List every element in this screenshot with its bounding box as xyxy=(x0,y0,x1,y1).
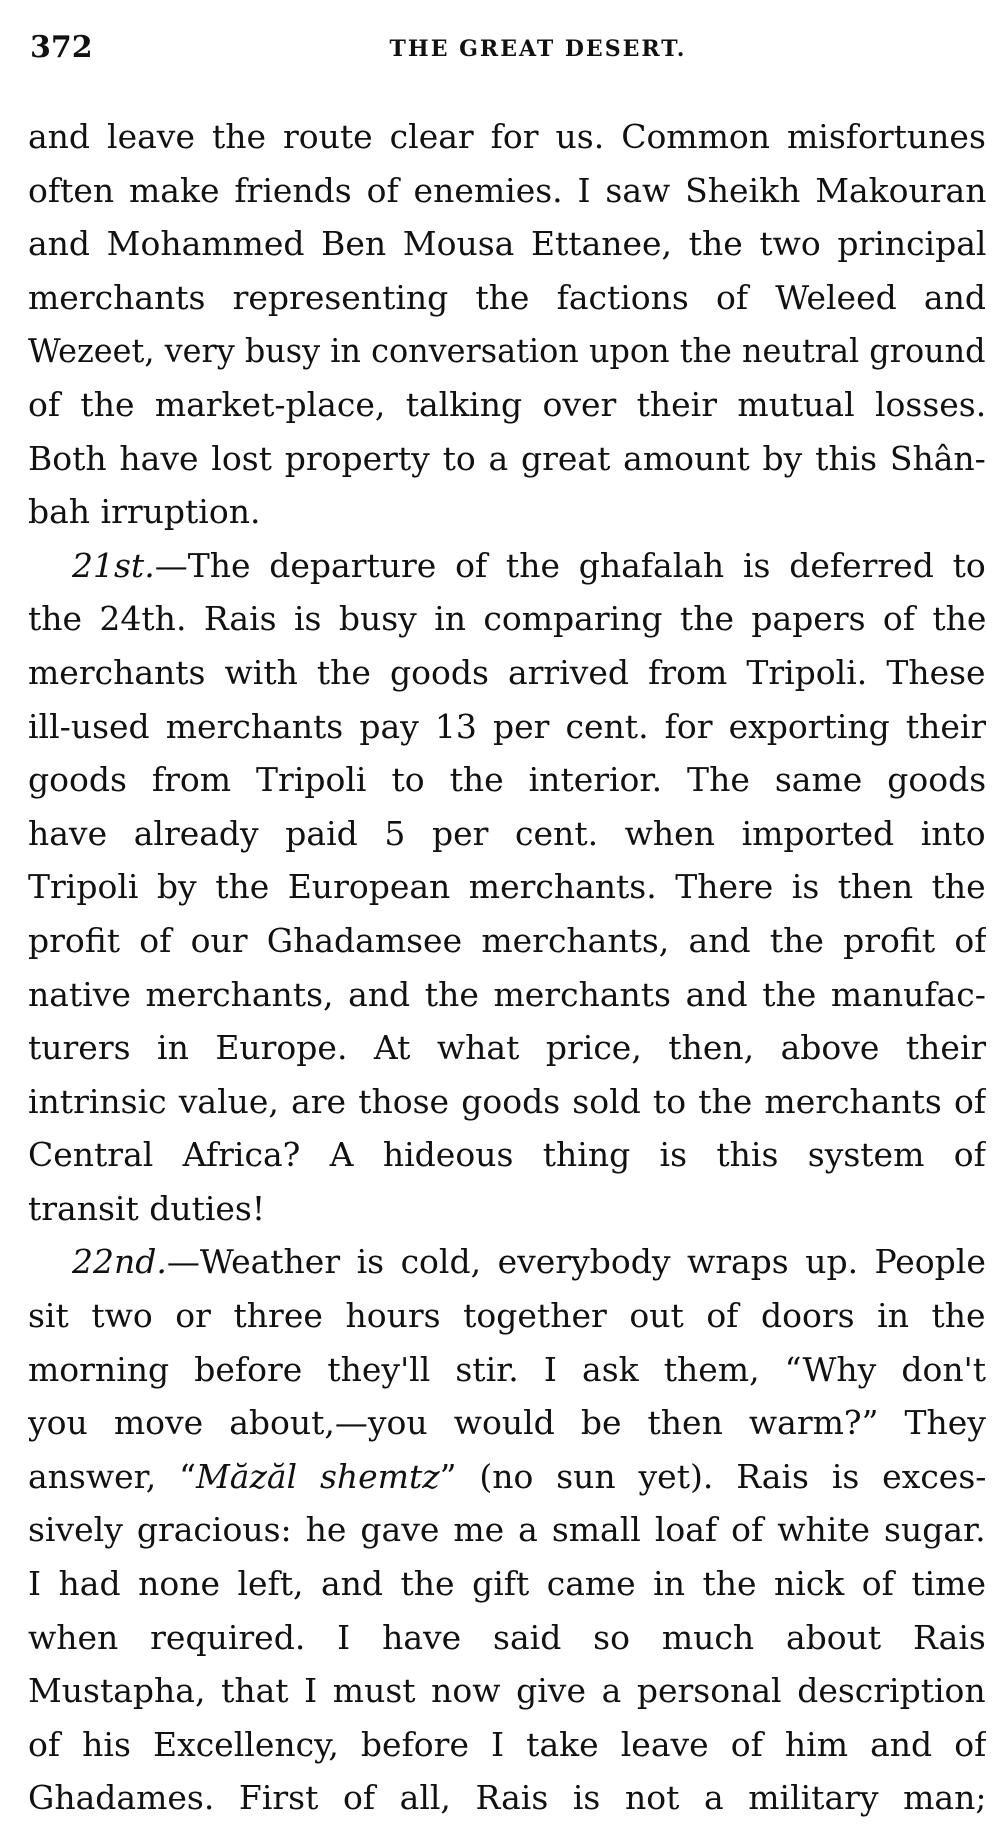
text-line-start: answer, “ xyxy=(28,1456,197,1496)
line-content: native merchants, and the merchants and the manufac- xyxy=(28,974,986,1014)
text-line xyxy=(28,592,986,646)
line-content: Wezeet, very busy in conversation upon the neutral ground xyxy=(28,331,986,371)
text-line xyxy=(28,164,986,218)
text-line xyxy=(28,1128,986,1182)
text-line xyxy=(28,1557,986,1611)
italic-quote: Măzăl shemtz xyxy=(196,1456,440,1496)
paragraph-2 xyxy=(28,539,986,1236)
text-line xyxy=(28,110,986,164)
line-content: have already paid 5 per cent. when imported into xyxy=(28,813,986,853)
line-content: Central Africa? A hideous thing is this system of xyxy=(28,1135,986,1175)
text-line xyxy=(28,1771,986,1825)
line-content: and Mohammed Ben Mousa Ettanee, the two principal xyxy=(28,224,986,264)
line-content: transit duties! xyxy=(28,1188,266,1228)
line-content xyxy=(28,1450,986,1504)
line-content xyxy=(72,1235,986,1289)
line-content: morning before they'll stir. I ask them, “Why don't xyxy=(28,1349,986,1389)
text-line xyxy=(28,432,986,486)
text-line-rest: ” (no sun yet). Rais is exces- xyxy=(439,1456,986,1496)
text-line xyxy=(28,1664,986,1718)
text-line xyxy=(28,539,986,593)
line-content: the 24th. Rais is busy in comparing the papers of the xyxy=(28,599,986,639)
line-content: ill-used merchants pay 13 per cent. for exporting their xyxy=(28,706,986,746)
line-content: sit two or three hours together out of doors in the xyxy=(28,1296,986,1336)
line-content: of his Excellency, before I take leave of him and of xyxy=(28,1724,986,1764)
text-line xyxy=(28,1503,986,1557)
line-content: often make friends of enemies. I saw Sheikh Makouran xyxy=(28,170,986,210)
running-title: THE GREAT DESERT. xyxy=(389,36,687,62)
text-line xyxy=(28,807,986,861)
line-content: of the market-place, talking over their mutual losses. xyxy=(28,384,986,424)
text-line xyxy=(28,914,986,968)
text-line xyxy=(28,860,986,914)
line-content xyxy=(72,539,986,593)
line-content: sively gracious: he gave me a small loaf of white sugar. xyxy=(28,1510,986,1550)
line-content: Both have lost property to a great amount by this Shân- xyxy=(28,438,986,478)
paragraph-1 xyxy=(28,110,986,539)
text-line xyxy=(28,324,986,378)
line-content: and leave the route clear for us. Common misfortunes xyxy=(28,117,986,156)
entry-date: 21st. xyxy=(72,545,155,585)
line-content: I had none left, and the gift came in the nick of time xyxy=(28,1564,986,1604)
text-line xyxy=(28,646,986,700)
line-content: when required. I have said so much about Rais xyxy=(28,1617,986,1657)
text-line xyxy=(28,1289,986,1343)
line-content: bah irruption. xyxy=(28,492,261,532)
text-line xyxy=(28,1235,986,1289)
page-number: 372 xyxy=(30,30,93,65)
line-content: Mustapha, that I must now give a personal description xyxy=(28,1671,986,1711)
text-line xyxy=(28,1611,986,1665)
text-line xyxy=(28,378,986,432)
line-content: Tripoli by the European merchants. There is then the xyxy=(28,867,986,907)
text-line xyxy=(28,1343,986,1397)
text-line xyxy=(28,217,986,271)
text-line xyxy=(28,753,986,807)
line-content: goods from Tripoli to the interior. The same goods xyxy=(28,760,986,800)
text-line xyxy=(28,968,986,1022)
text-line xyxy=(28,1075,986,1129)
text-line-rest: —The departure of the ghafalah is deferred to xyxy=(154,545,986,585)
entry-date: 22nd. xyxy=(72,1242,167,1282)
text-line xyxy=(28,1182,986,1236)
line-content: turers in Europe. At what price, then, above their xyxy=(28,1028,986,1068)
paragraph-3 xyxy=(28,1235,986,1825)
body-text xyxy=(28,110,986,1825)
text-line xyxy=(28,700,986,754)
text-line xyxy=(28,485,986,539)
text-line-rest: —Weather is cold, everybody wraps up. People xyxy=(166,1242,986,1282)
line-content: merchants with the goods arrived from Tripoli. These xyxy=(28,652,986,692)
running-head xyxy=(30,30,986,70)
line-content: Ghadames. First of all, Rais is not a military man; xyxy=(28,1778,986,1818)
line-content: intrinsic value, are those goods sold to the merchants of xyxy=(28,1081,986,1121)
text-line xyxy=(28,1021,986,1075)
line-content: you move about,—you would be then warm?” They xyxy=(28,1403,986,1443)
line-content: profit of our Ghadamsee merchants, and the profit of xyxy=(28,920,986,960)
text-line xyxy=(28,1396,986,1450)
line-content: merchants representing the factions of Weleed and xyxy=(28,277,986,317)
text-line xyxy=(28,1718,986,1772)
text-line xyxy=(28,271,986,325)
text-line xyxy=(28,1450,986,1504)
